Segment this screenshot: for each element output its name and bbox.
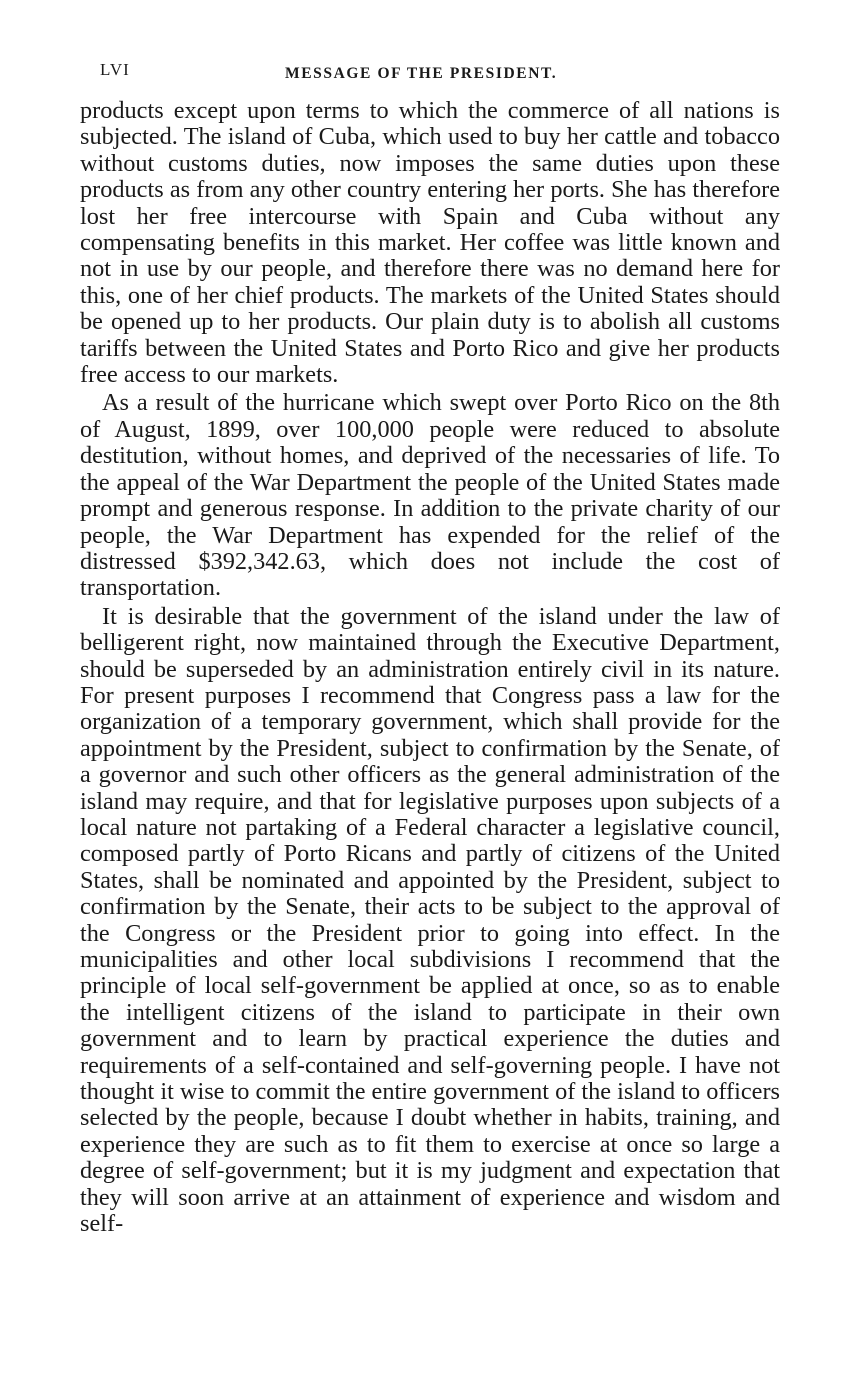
- paragraph-continued: products except upon terms to which the commerce of all nations is subjected. The island of Cuba, which used to buy her cattle and tobacco without customs duties, now imposes the same duties upon these products as from any other country entering her ports. She has therefore lost her free intercourse with Spain and Cuba without any compensating benefits in this market. Her coffee was little known and not in use by our people, and therefore there was no demand here for this, one of her chief products. The markets of the United States should be opened up to her products. Our plain duty is to abolish all customs tariffs between the United States and Porto Rico and give her products free access to our markets.: [80, 97, 780, 389]
- body-text: [80, 98, 780, 1237]
- page-number: LVI: [100, 60, 130, 79]
- paragraph-civil-government: It is desirable that the government of the island under the law of belligerent right, now maintained through the Executive Department, should be superseded by an administration entirely civil in its nature. For present purposes I recommend that Congress pass a law for the organization of a temporary government, which shall provide for the appointment by the President, subject to confirmation by the Senate, of a governor and such other officers as the general administration of the island may require, and that for legislative purposes upon subjects of a local nature not partaking of a Federal character a legislative council, composed partly of Porto Ricans and partly of citizens of the United States, shall be nominated and appointed by the President, subject to confirmation by the Senate, their acts to be subject to the approval of the Congress or the President prior to going into effect. In the municipalities and other local subdivisions I recommend that the principle of local self-government be applied at once, so as to enable the intelligent citizens of the island to participate in their own government and to learn by practical experience the duties and requirements of a self-contained and self-governing people. I have not thought it wise to commit the entire government of the island to officers selected by the people, because I doubt whether in habits, training, and experience they are such as to fit them to exercise at once so large a degree of self-government; but it is my judgment and expectation that they will soon arrive at an attainment of experience and wisdom and self-: [80, 602, 780, 1238]
- paragraph-hurricane-relief: As a result of the hurricane which swept over Porto Rico on the 8th of August, 1899, over 100,000 people were reduced to absolute destitution, without homes, and deprived of the necessaries of life. To the appeal of the War Department the people of the United States made prompt and generous response. In addition to the private charity of our people, the War Department has expended for the relief of the distressed $392,342.63, which does not include the cost of transportation.: [80, 389, 780, 602]
- running-head: [100, 60, 790, 90]
- running-title: MESSAGE OF THE PRESIDENT.: [285, 65, 558, 82]
